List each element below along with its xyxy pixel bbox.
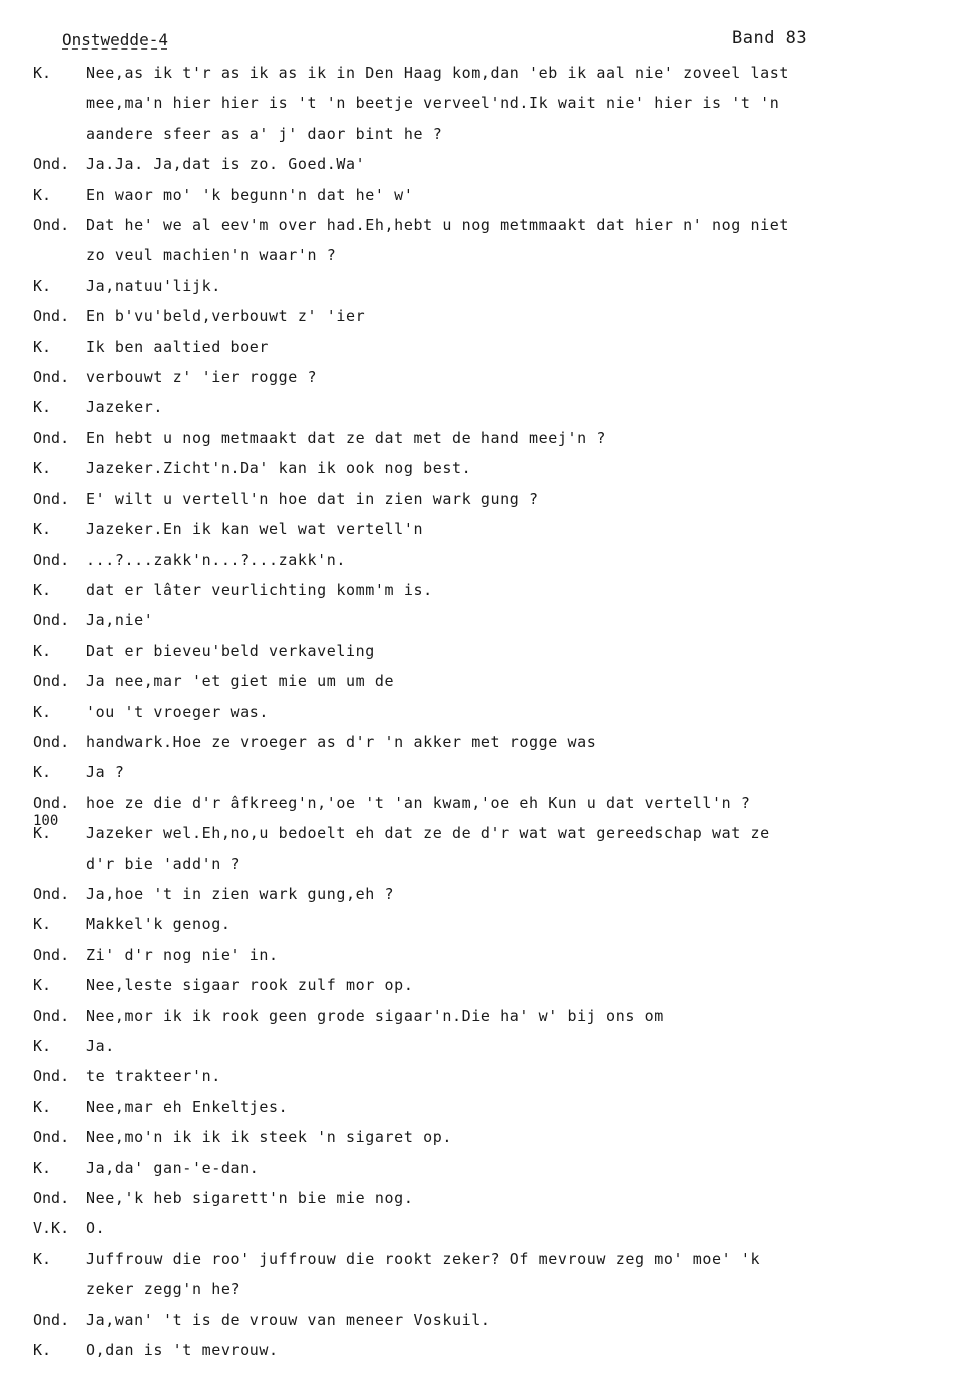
transcript-turn [33,727,933,757]
speaker-label: K. [33,276,52,295]
speaker-label: Ond. [33,732,70,751]
utterance-line: Ja,wan' 't is de vrouw van meneer Voskuil. [86,1310,491,1329]
speaker-label: K. [33,580,52,599]
transcript-turn [33,332,933,362]
utterance-line: Nee,leste sigaar rook zulf mor op. [86,976,414,995]
utterance-line: hoe ze die d'r âfkreeg'n,'oe 't 'an kwam,'oe eh Kun u dat vertell'n ? [86,793,751,812]
utterance [86,970,933,1000]
speaker-label: K. [33,1097,52,1116]
transcript-turn [33,1122,933,1152]
utterance [86,1335,933,1365]
transcript-turn [33,484,933,514]
utterance [86,423,933,453]
speaker-label: V.K. [33,1219,70,1238]
transcript-turn [33,970,933,1000]
speaker-label: Ond. [33,550,70,569]
document-title: Onstwedde-4 [62,30,168,49]
speaker-label: K. [33,1341,52,1360]
utterance-line: zeker zegg'n he? [86,1280,241,1299]
utterance-line: zo veul machien'n waar'n ? [86,246,337,265]
speaker-label: K. [33,64,52,82]
transcript-turn [33,1061,933,1091]
utterance-line: Nee,as ik t'r as ik as ik in Den Haag kom,dan 'eb ik aal nie' zoveel last [86,64,790,82]
transcript-turn [33,1244,933,1305]
utterance-line: Ja ? [86,763,125,782]
utterance [86,879,933,909]
utterance-line: Nee,'k heb sigarett'n bie mie nog. [86,1189,414,1208]
speaker-label: Ond. [33,945,70,964]
speaker-label: K. [33,459,52,478]
utterance-line: dat er lâter veurlichting komm'm is. [86,580,433,599]
utterance-line: Ja,nie' [86,611,154,630]
transcript-turn [33,514,933,544]
speaker-label: Ond. [33,368,70,387]
utterance-line: O. [86,1219,106,1238]
speaker-label: Ond. [33,1128,70,1147]
utterance-line: Ja nee,mar 'et giet mie um um de [86,672,395,691]
utterance [86,1305,933,1335]
utterance [86,362,933,392]
utterance-line: O,dan is 't mevrouw. [86,1341,279,1360]
utterance [86,332,933,362]
utterance [86,666,933,696]
transcript-turn [33,1305,933,1335]
margin-counter-note: 100 [33,813,59,829]
utterance-line: Juffrouw die roo' juffrouw die rookt zeker? Of mevrouw zeg mo' moe' 'k [86,1249,761,1268]
transcript-turn [33,1153,933,1183]
utterance-line: Dat er bieveu'beld verkaveling [86,641,375,660]
utterance-line: Ja,hoe 't in zien wark gung,eh ? [86,884,395,903]
utterance [86,1213,933,1243]
utterance [86,392,933,422]
utterance [86,180,933,210]
utterance-line: Nee,mar eh Enkeltjes. [86,1097,289,1116]
speaker-label: Ond. [33,672,70,691]
utterance [86,1153,933,1183]
utterance-line: En b'vu'beld,verbouwt z' 'ier [86,307,366,326]
transcript-turn [33,697,933,727]
utterance-line: Nee,mo'n ik ik ik steek 'n sigaret op. [86,1128,452,1147]
speaker-label: Ond. [33,884,70,903]
utterance-line: Ja,da' gan-'e-dan. [86,1158,260,1177]
utterance-line: Zi' d'r nog nie' in. [86,945,279,964]
speaker-label: K. [33,1158,52,1177]
utterance-line: te trakteer'n. [86,1067,221,1086]
utterance [86,514,933,544]
utterance-line: aandere sfeer as a' j' daor bint he ? [86,124,443,143]
transcript-turn [33,818,933,879]
transcript-turn [33,301,933,331]
utterance-line: Jazeker.Zicht'n.Da' kan ik ook nog best. [86,459,472,478]
utterance-line: Makkel'k genog. [86,915,231,934]
transcript-turn [33,1335,933,1365]
utterance-line: Nee,mor ik ik rook geen grode sigaar'n.Die ha' w' bij ons om [86,1006,664,1025]
utterance [86,1244,933,1305]
utterance-line: Ik ben aaltied boer [86,337,269,356]
utterance [86,1031,933,1061]
speaker-label: K. [33,641,52,660]
utterance [86,301,933,331]
transcript-turn [33,453,933,483]
transcript-turn [33,666,933,696]
speaker-label: Ond. [33,307,70,326]
utterance [86,210,933,271]
transcript-turn [33,605,933,635]
utterance [86,545,933,575]
utterance-line: Ja.Ja. Ja,dat is zo. Goed.Wa' [86,155,366,174]
speaker-label: Ond. [33,216,70,235]
utterance [86,271,933,301]
utterance-line: E' wilt u vertell'n hoe dat in zien wark gung ? [86,489,539,508]
speaker-label: Ond. [33,1006,70,1025]
transcript-turn [33,149,933,179]
speaker-label: Ond. [33,793,70,812]
speaker-label: K. [33,763,52,782]
utterance [86,453,933,483]
utterance [86,605,933,635]
speaker-label: K. [33,398,52,417]
transcript-turn [33,909,933,939]
transcript-turn [33,1092,933,1122]
utterance-line: Jazeker. [86,398,164,417]
utterance [86,818,933,879]
transcript-turn [33,940,933,970]
speaker-label: Ond. [33,428,70,447]
utterance [86,1122,933,1152]
utterance-line: ...?...zakk'n...?...zakk'n. [86,550,347,569]
utterance [86,484,933,514]
utterance-line: Dat he' we al eev'm over had.Eh,hebt u nog metmmaakt dat hier n' nog niet [86,216,790,235]
transcript-turn [33,180,933,210]
utterance-line: verbouwt z' 'ier rogge ? [86,368,318,387]
transcript-body [33,58,933,1365]
transcript-turn [33,58,933,149]
transcript-turn [33,271,933,301]
utterance [86,575,933,605]
utterance-line: Jazeker wel.Eh,no,u bedoelt eh dat ze de d'r wat wat gereedschap wat ze [86,824,770,843]
speaker-label: K. [33,976,52,995]
speaker-label: K. [33,915,52,934]
transcript-turn [33,788,933,818]
utterance [86,727,933,757]
utterance-line: Ja. [86,1037,115,1055]
transcript-turn [33,210,933,271]
utterance [86,697,933,727]
transcript-turn [33,879,933,909]
speaker-label: K. [33,185,52,204]
utterance-line: En hebt u nog metmaakt dat ze dat met de hand meej'n ? [86,428,607,447]
transcript-turn [33,575,933,605]
utterance [86,636,933,666]
utterance [86,940,933,970]
transcript-turn [33,1001,933,1031]
utterance-line: 'ou 't vroeger was. [86,702,269,721]
transcript-turn [33,1213,933,1243]
transcript-turn [33,392,933,422]
speaker-label: K. [33,520,52,539]
speaker-label: Ond. [33,489,70,508]
utterance [86,1001,933,1031]
speaker-label: K. [33,1037,52,1055]
transcript-turn [33,545,933,575]
utterance [86,788,933,818]
utterance-line: Jazeker.En ik kan wel wat vertell'n [86,520,424,539]
speaker-label: K. [33,337,52,356]
transcript-turn [33,362,933,392]
utterance [86,149,933,179]
utterance-line: mee,ma'n hier hier is 't 'n beetje verveel'nd.Ik wait nie' hier is 't 'n [86,94,780,113]
speaker-label: K. [33,824,52,843]
transcript-turn [33,1183,933,1213]
tape-number: Band 83 [732,28,808,48]
utterance [86,1092,933,1122]
utterance-line: d'r bie 'add'n ? [86,854,241,873]
utterance-line: Ja,natuu'lijk. [86,276,221,295]
speaker-label: Ond. [33,155,70,174]
utterance-line: handwark.Hoe ze vroeger as d'r 'n akker met rogge was [86,732,597,751]
speaker-label: K. [33,1249,52,1268]
speaker-label: Ond. [33,1067,70,1086]
utterance [86,1183,933,1213]
speaker-label: Ond. [33,1310,70,1329]
speaker-label: Ond. [33,611,70,630]
utterance [86,1061,933,1091]
utterance [86,909,933,939]
utterance [86,757,933,787]
transcript-turn [33,757,933,787]
transcript-turn [33,1031,933,1061]
transcript-turn [33,423,933,453]
utterance-line: En waor mo' 'k begunn'n dat he' w' [86,185,414,204]
speaker-label: Ond. [33,1189,70,1208]
speaker-label: K. [33,702,52,721]
transcript-turn [33,636,933,666]
utterance [86,58,933,149]
